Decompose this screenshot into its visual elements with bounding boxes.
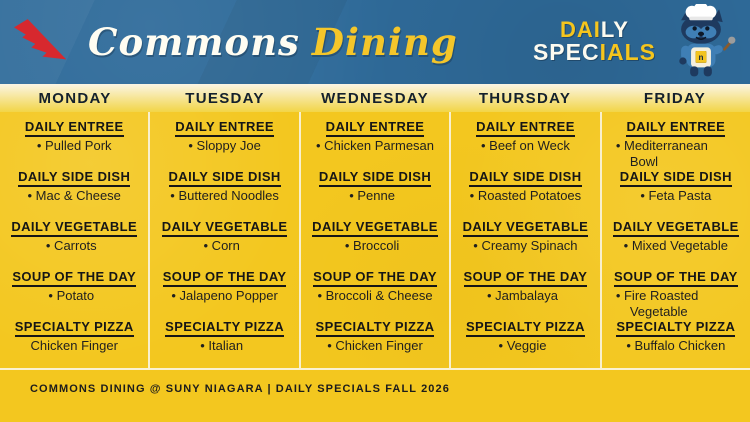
menu-section [602, 119, 750, 169]
menu-item: • Mediterranean Bowl [615, 138, 708, 169]
menu-item: Chicken Finger [30, 338, 118, 353]
section-heading: SPECIALTY PIZZA [602, 319, 750, 334]
menu-item: • Fire Roasted Vegetable [615, 288, 699, 319]
menu-section [301, 319, 449, 369]
menu-section [602, 269, 750, 319]
menu-section [451, 319, 599, 369]
menu-section [602, 169, 750, 219]
menu-item: • Chicken Parmesan [316, 138, 435, 153]
menu-item: • Broccoli & Cheese [317, 288, 433, 303]
day-header-monday: MONDAY [38, 89, 112, 107]
day-column-wednesday [301, 112, 451, 368]
badge-daily-white: LY [600, 17, 629, 43]
menu-item: • Sloppy Joe [188, 138, 261, 153]
section-heading: DAILY SIDE DISH [451, 169, 599, 184]
menu-item: • Jalapeno Popper [171, 288, 278, 303]
title-dining: Dining [311, 20, 458, 64]
header-banner [0, 0, 750, 84]
menu-item: • Chicken Finger [327, 338, 423, 353]
menu-item: • Buttered Noodles [170, 188, 279, 203]
section-heading: SPECIALTY PIZZA [0, 319, 148, 334]
menu-section [0, 219, 148, 269]
menu-section [301, 269, 449, 319]
menu-section [150, 119, 298, 169]
chef-wolf-mascot-icon [664, 4, 738, 80]
menu-item: • Roasted Potatoes [469, 188, 582, 203]
section-heading: DAILY VEGETABLE [150, 219, 298, 234]
section-heading: SOUP OF THE DAY [451, 269, 599, 284]
section-heading: DAILY ENTREE [301, 119, 449, 134]
menu-section [301, 169, 449, 219]
page-title [88, 0, 458, 84]
menu-item: • Feta Pasta [640, 188, 712, 203]
menu-section [451, 219, 599, 269]
menu-grid [0, 112, 750, 368]
menu-section [0, 319, 148, 369]
menu-section [0, 119, 148, 169]
menu-item: • Italian [200, 338, 244, 353]
section-heading: DAILY SIDE DISH [150, 169, 298, 184]
menu-section [0, 169, 148, 219]
menu-section [150, 269, 298, 319]
badge-line-specials [533, 41, 656, 64]
menu-section [451, 169, 599, 219]
menu-section [602, 219, 750, 269]
day-band [0, 84, 750, 112]
section-heading: SPECIALTY PIZZA [451, 319, 599, 334]
badge-specials-yellow: IALS [599, 39, 656, 66]
menu-item: • Potato [48, 288, 95, 303]
section-heading: SOUP OF THE DAY [0, 269, 148, 284]
menu-section [150, 219, 298, 269]
section-heading: SPECIALTY PIZZA [301, 319, 449, 334]
footer-brand: COMMONS [30, 383, 97, 395]
menu-section [301, 119, 449, 169]
menu-section [602, 319, 750, 369]
section-heading: SOUP OF THE DAY [150, 269, 298, 284]
section-heading: DAILY SIDE DISH [0, 169, 148, 184]
section-heading: DAILY SIDE DISH [602, 169, 750, 184]
section-heading: DAILY ENTREE [0, 119, 148, 134]
title-commons: Commons [88, 20, 300, 64]
section-heading: SPECIALTY PIZZA [150, 319, 298, 334]
menu-section [0, 269, 148, 319]
menu-item: • Pulled Pork [36, 138, 112, 153]
menu-section [150, 319, 298, 369]
menu-section [451, 119, 599, 169]
day-column-tuesday [150, 112, 300, 368]
section-heading: DAILY VEGETABLE [301, 219, 449, 234]
badge-specials-white: SPEC [532, 39, 600, 66]
day-header-thursday: THURSDAY [478, 89, 572, 107]
menu-item: • Penne [349, 188, 395, 203]
badge-line-daily [533, 19, 656, 41]
menu-item: • Beef on Weck [480, 138, 570, 153]
menu-item: • Veggie [498, 338, 547, 353]
menu-item: • Corn [203, 238, 240, 253]
menu-item: • Carrots [45, 238, 97, 253]
menu-item: • Jambalaya [486, 288, 559, 303]
menu-item: • Broccoli [344, 238, 400, 253]
footer [0, 368, 750, 422]
day-column-monday [0, 112, 150, 368]
section-heading: DAILY ENTREE [602, 119, 750, 134]
day-header-wednesday: WEDNESDAY [321, 89, 429, 107]
section-heading: SOUP OF THE DAY [602, 269, 750, 284]
footer-text: DINING @ SUNY NIAGARA | DAILY SPECIALS FALL 2026 [96, 383, 450, 395]
day-header-friday: FRIDAY [643, 89, 707, 107]
section-heading: SOUP OF THE DAY [301, 269, 449, 284]
day-column-thursday [451, 112, 601, 368]
menu-item: • Creamy Spinach [473, 238, 578, 253]
svg-text:n: n [698, 53, 704, 63]
day-column-friday [602, 112, 750, 368]
section-heading: DAILY VEGETABLE [602, 219, 750, 234]
menu-item: • Mixed Vegetable [623, 238, 728, 253]
menu-item: • Buffalo Chicken [626, 338, 726, 353]
section-heading: DAILY VEGETABLE [451, 219, 599, 234]
section-heading: DAILY ENTREE [451, 119, 599, 134]
section-heading: DAILY SIDE DISH [301, 169, 449, 184]
menu-section [301, 219, 449, 269]
daily-specials-badge [533, 19, 656, 65]
badge-daily-yellow: DAI [559, 17, 601, 43]
wing-logo-icon [14, 13, 78, 71]
menu-section [150, 169, 298, 219]
section-heading: DAILY ENTREE [150, 119, 298, 134]
menu-section [451, 269, 599, 319]
menu-item: • Mac & Cheese [27, 188, 121, 203]
day-header-tuesday: TUESDAY [185, 89, 265, 107]
section-heading: DAILY VEGETABLE [0, 219, 148, 234]
